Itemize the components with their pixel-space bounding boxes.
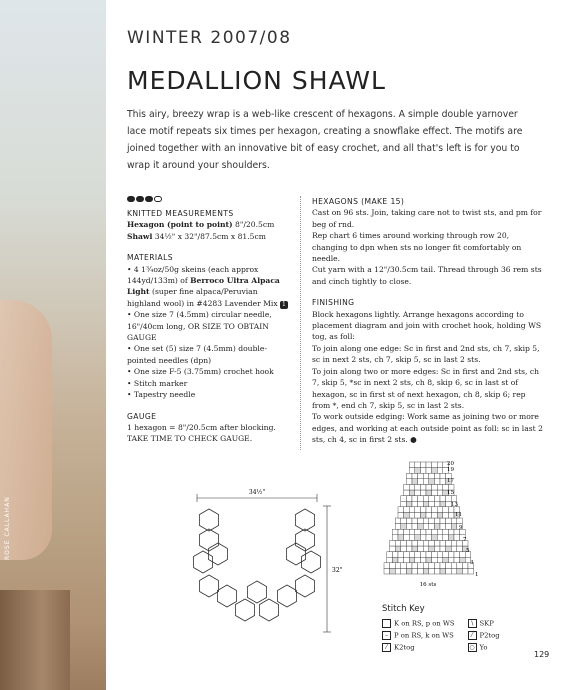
wooden-post [0,590,70,690]
hexagon-motif [278,585,297,607]
key-item-skp: ∖ SKP [458,618,503,630]
chart-cell [409,468,415,474]
hexagon-motif [287,543,306,565]
chart-cell [392,535,398,541]
chart-cell [412,546,418,552]
hexagon-motif [248,581,267,603]
chart-cell [448,552,454,558]
issue-season: WINTER 2007/08 [127,28,292,48]
hexagon-motif [209,543,228,565]
chart-cell [401,563,407,569]
chart-cell [440,568,446,574]
chart-cell [432,557,438,563]
chart-cell [401,496,407,502]
chart-cell [426,529,432,535]
hexagon-grid [194,509,321,621]
chart-cell [451,518,457,524]
chart-cell [462,563,468,569]
chart-cell [429,518,435,524]
chart-cell [448,535,454,541]
chart-cell [395,524,401,530]
chart-cell [451,546,457,552]
chart-cell [446,540,452,546]
materials-marker: • Stitch marker [127,378,188,388]
cover-photo [0,0,106,690]
chart-cell [404,557,410,563]
pattern-title: MEDALLION SHAWL [127,66,386,95]
chart-cell [406,479,412,485]
chart-row-15: 15 [447,490,454,496]
chart-cell [437,507,443,513]
chart-cell [406,563,412,569]
chart-cell [451,496,457,502]
materials-dpn: • One set (5) size 7 (4.5mm) double-pointed needles (dpn) [127,344,267,365]
chart-cell [390,540,396,546]
chart-cell [429,473,435,479]
chart-cell [437,490,443,496]
chart-cell [418,546,424,552]
chart-row-7: 7 [463,537,467,543]
key-item-knit: K on RS, p on WS [382,618,458,630]
chart-cell [468,568,474,574]
chart-cell [415,507,421,513]
chart-cell [412,524,418,530]
chart-cell [412,501,418,507]
chart-cell [434,524,440,530]
gauge-text: 1 hexagon = 8"/20.5cm after blocking. [127,422,276,432]
chart-cell [384,563,390,569]
hexagon-motif [200,575,219,597]
chart-cell [423,524,429,530]
chart-cell [409,529,415,535]
materials-needle: • One size 7 (4.5mm) circular needle, 16"/40cm long, OR SIZE TO OBTAIN GAUGE [127,310,272,343]
finishing-heading: FINISHING [312,298,355,308]
chart-cell [387,552,393,558]
chart-cell [426,512,432,518]
chart-cell [432,507,438,513]
schematic-width-label: 34½" [248,489,266,496]
key-item-p2tog: ⁄ P2tog [458,630,503,642]
key-item-yo: ○ Yo [469,643,488,652]
chart-cell [426,552,432,558]
chart-cell [426,557,432,563]
measurement-shawl: Shawl 34½" x 32"/87.5cm x 81.5cm [127,231,266,241]
chart-cell [440,473,446,479]
key-item-k2tog: ⁄ K2tog [382,642,458,654]
chart-cell [409,490,415,496]
chart-cell [457,540,463,546]
chart-cell [437,552,443,558]
chart-cell [457,518,463,524]
column-divider [300,196,301,450]
skp-symbol-icon: ∖ [468,619,477,628]
chart-grid [384,462,474,574]
chart-cell [412,496,418,502]
hexagon-motif [200,529,219,551]
chart-cell [434,501,440,507]
chart-cell [429,496,435,502]
chart-cell [390,568,396,574]
chart-cell [406,518,412,524]
chart-cell [420,552,426,558]
measurement-hexagon: Hexagon (point to point) 8"/20.5cm [127,220,275,230]
materials-tapestry: • Tapestry needle [127,390,196,400]
hexagons-step-1: Cast on 96 sts. Join, taking care not to twist sts, and pm for beg of rnd. [312,208,542,229]
chart-cell [426,535,432,541]
chart-cell [412,540,418,546]
chart-cell [404,507,410,513]
chart-cell [401,501,407,507]
skill-level-icon [127,196,292,202]
measurements-heading: KNITTED MEASUREMENTS [127,209,234,218]
chart-cell [462,568,468,574]
chart-cell [418,518,424,524]
chart-cell [423,496,429,502]
chart-cell [409,557,415,563]
chart-cell [395,540,401,546]
chart-cell [432,490,438,496]
chart-cell [412,518,418,524]
chart-cell [440,496,446,502]
chart-cell [457,546,463,552]
chart-cell [412,568,418,574]
materials-hook: • One size F-5 (3.75mm) crochet hook [127,367,274,377]
chart-cell [406,501,412,507]
chart-cell [437,468,443,474]
chart-cell [415,557,421,563]
chart-cell [434,518,440,524]
chart-cell [440,501,446,507]
chart-cell [434,546,440,552]
chart-cell [420,462,426,468]
stitch-key [382,604,503,654]
chart-cell [437,557,443,563]
chart-cell [404,484,410,490]
knit-symbol-icon [382,619,391,628]
chart-cell [443,529,449,535]
chart-cell [395,563,401,569]
chart-cell [437,512,443,518]
chart-cell [420,484,426,490]
chart-cell [423,518,429,524]
hexagon-motif [218,585,237,607]
chart-cell [440,524,446,530]
chart-cell [429,501,435,507]
chart-cell [392,552,398,558]
chart-cell [446,546,452,552]
chart-cell [401,540,407,546]
chart-cell [392,557,398,563]
chart-cell [432,552,438,558]
chart-cell [423,473,429,479]
chart-cell [390,546,396,552]
chart-cell [418,501,424,507]
finishing-step-2: To join along one edge: Sc in first and 2nd sts, ch 7, skip 5, sc in next 2 sts, ch 7, skip 5, sc in last 2 sts. [312,343,540,365]
chart-cell [432,484,438,490]
chart-cell [437,529,443,535]
chart-cell [398,552,404,558]
chart-cell [451,524,457,530]
chart-cell [418,568,424,574]
chart-cell [446,496,452,502]
chart-stitch-count: 16 sts [419,582,437,588]
chart-cell [420,468,426,474]
chart-cell [401,524,407,530]
chart-cell [418,496,424,502]
chart-cell [429,479,435,485]
hexagon-motif [236,599,255,621]
chart-cell [426,507,432,513]
chart-cell [392,529,398,535]
chart-cell [440,563,446,569]
chart-cell [440,546,446,552]
p2tog-symbol-icon: ⁄ [468,631,477,640]
chart-cell [384,568,390,574]
chart-cell [432,529,438,535]
chart-cell [404,535,410,541]
chart-cell [420,490,426,496]
page-number: 129 [534,650,550,659]
chart-cell [446,563,452,569]
chart-cell [415,512,421,518]
chart-cell [409,552,415,558]
chart-cell [415,490,421,496]
chart-cell [420,535,426,541]
chart-cell [395,568,401,574]
gauge-heading: GAUGE [127,411,157,421]
chart-cell [404,529,410,535]
chart-cell [423,501,429,507]
hexagon-motif [194,551,213,573]
hexagons-heading: HEXAGONS (MAKE 15) [312,197,405,206]
chart-cell [434,473,440,479]
chart-cell [420,529,426,535]
placement-schematic [185,484,343,654]
chart-cell [443,552,449,558]
hexagon-motif [296,529,315,551]
chart-cell [426,468,432,474]
chart-cell [429,540,435,546]
chart-cell [426,462,432,468]
chart-cell [451,568,457,574]
chart-cell [415,468,421,474]
chart-cell [412,563,418,569]
hexagons-step-3: Cut yarn with a 12"/30.5cm tail. Thread through 36 rem sts and cinch tightly to close. [312,265,542,286]
chart-cell [406,473,412,479]
finishing-step-1: Block hexagons lightly. Arrange hexagons according to placement diagram and join with crochet hook, holding WS tog, as foll: [312,309,542,342]
chart-row-9: 9 [459,525,463,531]
chart-row-17: 17 [447,478,454,484]
chart-cell [429,568,435,574]
chart-cell [443,535,449,541]
chart-cell [423,563,429,569]
chart-cell [423,540,429,546]
chart-cell [460,557,466,563]
chart-cell [398,529,404,535]
hexagon-motif [200,509,219,531]
chart-cell [432,535,438,541]
stitch-key-title: Stitch Key [382,604,425,614]
chart-cell [406,524,412,530]
chart-cell [418,540,424,546]
chart-cell [401,518,407,524]
chart-cell [406,568,412,574]
chart-cell [440,540,446,546]
chart-row-20: 20 [447,461,454,467]
hexagon-motif [296,575,315,597]
chart-cell [426,484,432,490]
chart-cell [406,496,412,502]
chart-cell [423,568,429,574]
chart-cell [451,540,457,546]
chart-cell [418,563,424,569]
chart-cell [398,535,404,541]
chart-cell [426,490,432,496]
chart-cell [401,546,407,552]
chart-cell [446,568,452,574]
purl-symbol-icon: – [382,631,391,640]
chart-cell [448,512,454,518]
chart-cell [415,484,421,490]
chart-cell [440,479,446,485]
chart-row-1: 1 [475,572,479,578]
chart-cell [432,468,438,474]
chart-cell [443,512,449,518]
chart-cell [454,557,460,563]
chart-cell [429,563,435,569]
chart-cell [440,518,446,524]
chart-cell [404,490,410,496]
chart-cell [415,535,421,541]
chart-cell [420,557,426,563]
chart-cell [460,552,466,558]
hexagons-step-2: Rep chart 6 times around working through row 20, changing to dpn when sts no longer fit comfortably on needle. [312,231,522,264]
chart-cell [387,557,393,563]
chart-cell [415,529,421,535]
chart-cell [448,529,454,535]
hexagon-motif [302,551,321,573]
hexagon-motif [296,509,315,531]
chart-cell [443,557,449,563]
chart-cell [454,552,460,558]
chart-cell [404,512,410,518]
chart-row-5: 5 [466,548,470,554]
chart-cell [429,546,435,552]
chart-cell [398,557,404,563]
chart-cell [437,535,443,541]
chart-cell [423,479,429,485]
right-column [312,196,546,446]
chart-cell [409,535,415,541]
chart-cell [409,507,415,513]
chart-cell [457,568,463,574]
k2tog-symbol-icon: ⁄ [382,643,391,652]
chart-cell [446,518,452,524]
chart-cell [432,512,438,518]
photo-credit: ROSE CALLAHAN [4,496,11,560]
lace-chart [376,456,482,588]
chart-cell [457,563,463,569]
chart-cell [443,507,449,513]
left-column [127,196,292,445]
chart-cell [409,462,415,468]
chart-cell [434,563,440,569]
chart-cell [398,507,404,513]
chart-cell [434,479,440,485]
chart-cell [420,507,426,513]
chart-row-19: 19 [447,467,454,473]
chart-row-3: 3 [470,560,474,566]
intro-paragraph: This airy, breezy wrap is a web-like crescent of hexagons. A simple double yarnover lace motif repeats six times per hexagon, creating a snowflake effect. The motifs are joined together with an innovative bit of easy crochet, and all that's left is for you to wrap it around your shoulders. [127,109,523,171]
chart-cell [454,535,460,541]
chart-cell [409,512,415,518]
chart-row-11: 11 [455,512,462,518]
yarn-weight-icon: 1 [282,300,286,308]
chart-cell [434,568,440,574]
chart-cell [446,524,452,530]
chart-cell [415,552,421,558]
chart-cell [432,462,438,468]
chart-cell [412,473,418,479]
chart-cell [423,546,429,552]
chart-cell [420,512,426,518]
chart-cell [395,546,401,552]
chart-cell [434,540,440,546]
chart-cell [415,462,421,468]
finishing-step-3: To join along two or more edges: Sc in first and 2nd sts, ch 7, skip 5, *sc in next 2 sts, ch 8, skip 6, sc in last st of hexagon, sc in first st of next hexagon, ch 8, skip 6; rep from *, end ch 7, skip 5, sc in last 2 sts. [312,366,540,410]
chart-cell [390,563,396,569]
key-item-purl: – P on RS, k on WS [382,630,458,642]
hexagon-motif [260,599,279,621]
chart-cell [406,546,412,552]
chart-cell [448,557,454,563]
chart-cell [418,473,424,479]
chart-row-13: 13 [451,502,458,508]
chart-cell [434,496,440,502]
chart-cell [401,568,407,574]
materials-heading: MATERIALS [127,253,173,263]
chart-cell [395,518,401,524]
chart-cell [406,540,412,546]
materials-yarn: • 4 1¾oz/50g skeins (each approx 144yd/133m) of Berroco Ultra Alpaca Light (super fine alpaca/Peruvian highland wool) in #4283 Lavender Mix 1 [127,264,286,308]
schematic-height-label: 32" [332,567,343,574]
finishing-step-4: To work outside edging: Work same as joining two or more edges, and working at each outside point as foll: sc in last 2 sts, ch 4, sc in first 2 sts. ● [312,412,543,445]
chart-cell [451,563,457,569]
end-bullet-icon: ● [410,435,417,445]
chart-cell [404,552,410,558]
chart-cell [398,512,404,518]
chart-cell [412,479,418,485]
chart-cell [409,484,415,490]
gauge-warning: TAKE TIME TO CHECK GAUGE. [127,434,253,444]
chart-cell [429,524,435,530]
chart-cell [437,462,443,468]
chart-cell [437,484,443,490]
yo-symbol-icon: ○ [469,644,475,651]
chart-cell [418,524,424,530]
chart-cell [418,479,424,485]
stitch-key-table [382,618,503,654]
